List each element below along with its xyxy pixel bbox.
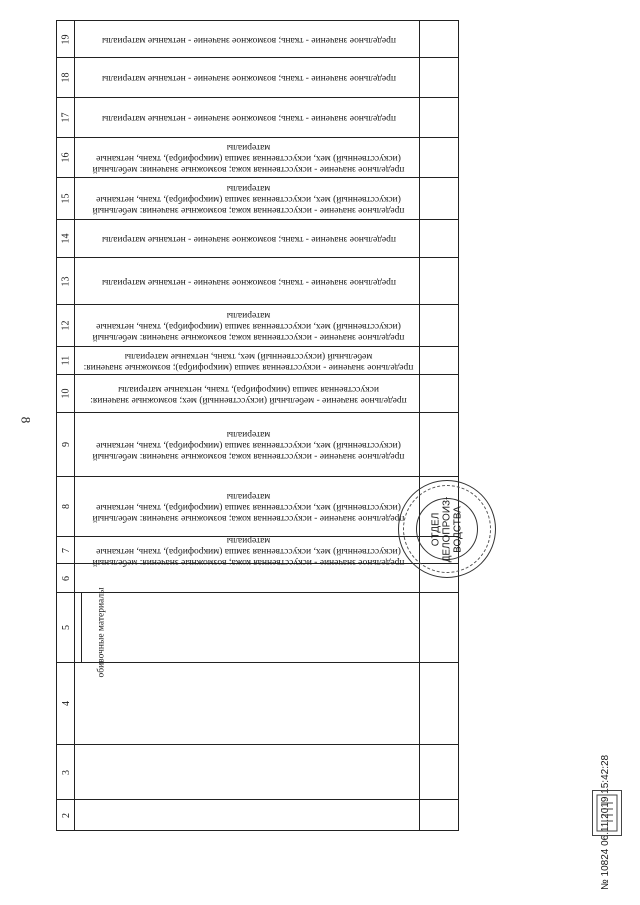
row-value-text: предельное значение - ткань; возможное значение - нетканые материалы — [101, 73, 396, 83]
row-value-text: предельное значение - искусственная кожа; возможные значения: мебельный (искусственный) мех, искусственная замша (микрофибра), ткань, нетканые материалы — [92, 534, 405, 567]
row-number: 2 — [60, 813, 72, 818]
row-number: 7 — [60, 547, 72, 553]
registration-emblem-icon — [592, 790, 622, 836]
row-value-text: предельное значение - ткань; возможное значение - нетканые материалы — [101, 234, 396, 244]
row-number: 8 — [60, 504, 72, 509]
row-number: 12 — [60, 320, 72, 331]
characteristics-table — [56, 20, 459, 831]
row-value-text: предельное значение - мебельный (искусственный) мех; возможные значения: искусственная замша (микрофибра), ткань, нетканые материалы — [90, 383, 407, 405]
page-number: 8 — [18, 416, 34, 424]
row-number: 6 — [60, 575, 72, 581]
row-number: 19 — [60, 34, 72, 44]
row-value-text: предельное значение - ткань; возможное значение - нетканые материалы — [101, 276, 396, 287]
row-number: 14 — [60, 233, 72, 244]
row-number: 9 — [60, 442, 72, 447]
row-number: 11 — [60, 355, 72, 366]
row-number: 17 — [60, 112, 72, 123]
stamp-text: ОТДЕЛ ДЕЛОПРОИЗ- ВОДСТВА — [430, 496, 464, 562]
row-number: 10 — [60, 388, 72, 399]
row-number: 5 — [60, 625, 72, 630]
registration-footer: № 10824 06.11.2019 15:42:28 — [600, 754, 611, 890]
row-value-text: предельное значение - ткань; возможное значение - нетканые материалы — [101, 34, 396, 45]
row-number: 3 — [60, 769, 72, 775]
row-value-text: предельное значение - искусственная кожа; возможные значения: мебельный (искусственный) мех, искусственная замша (микрофибра), ткань, нетканые материалы — [92, 142, 405, 174]
row-number: 4 — [60, 701, 72, 706]
row-value-text: предельное значение - искусственная кожа; возможные значения: мебельный (искусственный) мех, искусственная замша (микрофибра), ткань, нетканые материалы — [92, 310, 405, 342]
row-value-text: предельное значение - ткань; возможное значение - нетканые материалы — [101, 113, 396, 123]
row-number: 13 — [60, 276, 72, 286]
row-value-text: предельное значение - искусственная кожа; возможные значения: мебельный (искусственный) мех, искусственная замша (микрофибра), ткань, нетканые материалы — [92, 491, 405, 523]
row-number: 16 — [60, 152, 72, 163]
material-label: обивочные материалы — [96, 587, 107, 677]
row-number: 15 — [60, 193, 72, 204]
row-value-text: предельное значение - искусственная замша (микрофибра); возможные значения: мебельный (искусственный) мех, ткань, нетканые материалы — [83, 350, 414, 372]
row-number: 18 — [60, 72, 72, 83]
row-value-text: предельное значение - искусственная кожа; возможные значения: мебельный (искусственный) мех, искусственная замша (микрофибра), ткань, нетканые материалы — [92, 183, 405, 215]
row-value-text: предельное значение - искусственная кожа; возможные значения: мебельный (искусственный) мех, искусственная замша (микрофибра), ткань, нетканые материалы — [92, 429, 405, 461]
office-stamp — [398, 480, 496, 578]
